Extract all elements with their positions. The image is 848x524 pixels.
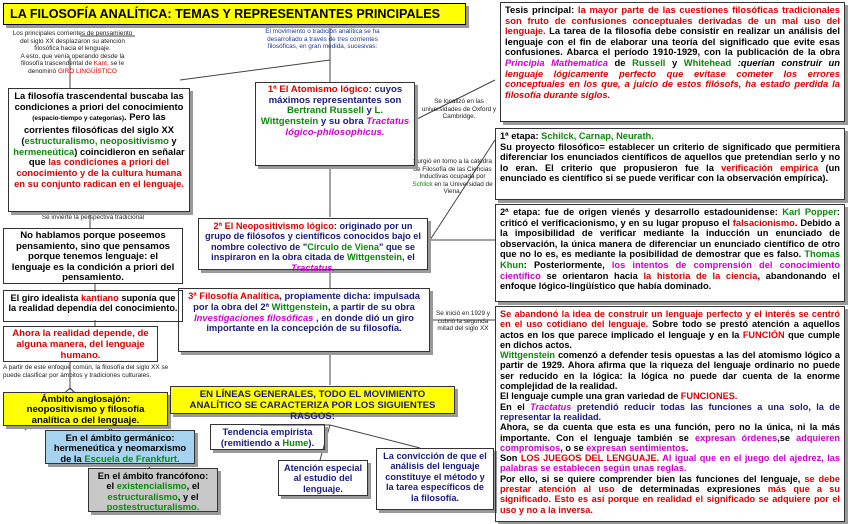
box-uso-cotidiano: Se abandonó la idea de construir un lenguaje perfecto y el interés se centró en el uso cotidiano del lenguaje. Sobre todo se prestó atención a aquellos actos en los que parece implicado el lenguaje y en la FUNCIÓN que cumple en dichos actos. Wittgenstein comenzó a defender tesis opuestas a las del atomismo lógico a partir de 1929. Ahora afirma que la riqueza del lenguaje ordinario no puede ser reducido en la lógica: la lógica no puede dar cuenta de la enorme complejidad de la realidad. El lenguaje cumple una gran variedad de FUNCIONES. En el Tractatus pretendió reducir todas las funciones a una solo, la de representar la realidad. Ahora, se da cuenta que esta es una función, pero no la única, ni la más importante. Con el lenguaje también se expresan órdenes,se adquieren compromisos, o se expresan sentimientos. Son LOS JUEGOS DEL LENGUAJE. Al igual que en el juego del ajedrez, las palabras se establecen según unas reglas. Por ello, si se quiere comprender bien las funciones del lenguaje, se debe prestar atención al uso de determinadas expresiones más que a su significado. Esto es así porque en realidad el significado se adquiere por el uso y no a la inversa. bbox=[495, 306, 845, 522]
note-viena: Surgió en torno a la cátedra de Filosofía de las Ciencias Inductivas ocupada por Schlick en la Universidad de Viena. bbox=[412, 158, 493, 196]
note-movimiento: El movimiento o tradición analítica se ha desarrollado a través de tres corrientes filosóficas, en gran medida, sucesivas: bbox=[265, 28, 380, 51]
box-no-hablamos: No hablamos porque poseemos pensamiento, sino que pensamos porque tenemos lenguaje: el lenguaje es la condición a priori del pensamiento. bbox=[3, 228, 183, 284]
box-ambito-germanico: En el ámbito germánico: hermeneútica y neomarxismo de la Escuela de Frankfurt. bbox=[45, 430, 195, 464]
box-tesis-principal: Tesis principal: la mayor parte de las cuestiones filosóficas tradicionales son fruto de confusiones conceptuales derivadas de un mal uso del lenguaje. La tarea de la filosofía debe consistir en realizar un análisis del lenguaje con el fin de elaborar una teoría del significado que evite esas confusiones. Abarca el período 1910-1929, con la publicación de la obra Principia Mathematica de Russell y Whitehead :querían construir un lenguaje lógicamente perfecto que evitase cometer los errores conceptuales en los que, a juicio de estos filósofs, ha estado perdida la filosofía durante siglos. bbox=[500, 2, 845, 122]
box-ahora-realidad: Ahora la realidad depende, de alguna manera, del lenguaje humano. bbox=[3, 326, 158, 362]
box-primera-etapa: 1ª etapa: Schilck, Carnap, Neurath. Su proyecto filosófico= establecer un criterio de significado que permitiera diferenciar los enunciados científicos de aquellos que pretendían serlo y no lo eran. El criterio que propusieron fue la verificación empírica (un enunciado es científico si se puede verificar con la observación empírica). bbox=[495, 128, 845, 200]
page-title: LA FILOSOFÍA ANALÍTICA: TEMAS Y REPRESENTANTES PRINCIPALES bbox=[3, 3, 466, 25]
box-filosofia-analitica: 3ª Filosofía Analítica, propiamente dicha: impulsada por la obra del 2ª Wittgenstein, a partir de su obra Investigaciones filosóficas , en donde dió un giro importante en la concepción de su filosofía. bbox=[178, 288, 430, 352]
box-tendencia-empirista: Tendencia empirista (remitiendo a Hume). bbox=[210, 424, 325, 450]
box-atencion-lenguaje: Atención especial al estudio del lenguaje. bbox=[278, 460, 368, 496]
box-conviccion: La convicción de que el análisis del lenguaje constituye el método y la tarea específicos de la filosofía. bbox=[376, 448, 494, 510]
box-neopositivismo: 2ª El Neopositivismo lógico: originado por un grupo de filósofos y científicos conocidos bajo el nombre colectivo de "Círculo de Viena" que se inspiraron en la obra citada de Wittgenstein, el Tractatus. bbox=[198, 218, 428, 270]
box-lineas-generales: EN LÍNEAS GENERALES, TODO EL MOVIMIENTO ANALÍTICO SE CARACTERIZA POR LOS SIGUIENTES RASGOS: bbox=[170, 386, 455, 414]
note-lenguaje: Los principales corrientes de pensamiento del siglo XX desplazaron su atención filosófica hacia el lenguaje. A esto, que venía operando desde la filosofía trascendental de Kant, se le denominó GIRO LINGÜÍSTICO bbox=[12, 30, 133, 75]
box-atomismo-logico: 1ª El Atomismo lógico: cuyos máximos representantes son Bertrand Russell y L. Wittgenstein y su obra Tractatus lógico-philosophicus. bbox=[255, 82, 415, 166]
box-ambito-anglosajon: Ámbito anglosajón: neopositivismo y filosofía analítica o del lenguaje. bbox=[3, 392, 168, 426]
note-invierte: Se invierte la perspectiva tradicional bbox=[41, 214, 145, 221]
box-giro-idealista: El giro idealista kantiano suponía que la realidad dependía del conocimiento. bbox=[3, 290, 183, 322]
note-enfoque: A partir de este enfoque común, la filosofía del siglo XX se puede clasificar por ámbitos y tradiciones culturales. bbox=[3, 364, 169, 379]
box-ambito-francofono: En el ámbito francófono: el existencialismo, el estructuralismo, y el postestructuralismo. bbox=[88, 468, 218, 512]
box-trascendental: La filosofía trascendental buscaba las condiciones a priori del conocimiento (espacio-tiempo y categorías). Pero las corrientes filosóficas del siglo XX (estructuralismo, neopositivismo y hermeneútica) coincidieron en señalar que las condiciones a priori del conocimiento y de la cultura humana en su conjunto radican en el lenguaje. bbox=[8, 88, 190, 212]
note-siglo: Se inició en 1929 y cubrió la segunda mitad del siglo XX bbox=[435, 310, 490, 333]
box-segunda-etapa: 2ª etapa: fue de origen vienés y desarrollo estadounidense: Karl Popper: critícó el verificacionismo, y en su lugar propuso el falsacionismo. Debido a la imposibilidad de verificar mediante la inducción un enunciado de observación, la única manera de diferenciar un enunciado científico de otro que no lo es, es mediante la posibilidad de demostrar que es falso. Thomas Khun: Posteriormente, los intentos de comprensión del conocimiento científico se orientaron hacia la historia de la ciencia, abandonando el enfoque lógico-lingüístico que había dominado. bbox=[495, 204, 845, 302]
note-oxford: Se localizó en las universidades de Oxford y Cambridge. bbox=[421, 98, 497, 121]
